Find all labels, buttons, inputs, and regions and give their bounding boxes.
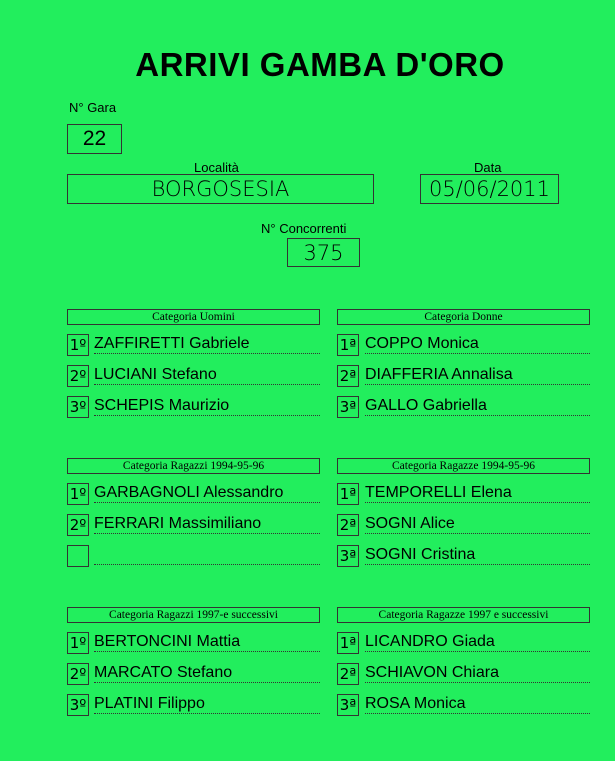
athlete-name[interactable]: GALLO Gabriella: [365, 396, 590, 416]
athlete-name[interactable]: BERTONCINI Mattia: [94, 632, 320, 652]
athlete-name[interactable]: SOGNI Cristina: [365, 545, 590, 565]
localita-field[interactable]: [67, 174, 374, 204]
category-header-donne: Categoria Donne: [337, 309, 590, 325]
athlete-name[interactable]: ZAFFIRETTI Gabriele: [94, 334, 320, 354]
place-box: [67, 545, 89, 567]
place-box: 1ª: [337, 483, 359, 505]
place-box: 2ª: [337, 365, 359, 387]
place-box: 2º: [67, 365, 89, 387]
place-box: 1ª: [337, 334, 359, 356]
page-title: ARRIVI GAMBA D'ORO: [135, 46, 505, 83]
localita-label: Località: [194, 160, 239, 175]
category-header-uomini: Categoria Uomini: [67, 309, 320, 325]
place-box: 2ª: [337, 514, 359, 536]
athlete-name[interactable]: GARBAGNOLI Alessandro: [94, 483, 320, 503]
athlete-name[interactable]: [94, 545, 320, 565]
athlete-name[interactable]: FERRARI Massimiliano: [94, 514, 320, 534]
data-value: 05/06/2011: [428, 177, 551, 201]
gara-field[interactable]: [67, 124, 122, 154]
place-box: 1º: [67, 632, 89, 654]
localita-value: BORGOSESIA: [151, 177, 290, 201]
athlete-name[interactable]: TEMPORELLI Elena: [365, 483, 590, 503]
category-header-ragazze-1997: Categoria Ragazze 1997 e successivi: [337, 607, 590, 623]
athlete-name[interactable]: ROSA Monica: [365, 694, 590, 714]
place-box: 3ª: [337, 694, 359, 716]
concorrenti-label: N° Concorrenti: [261, 221, 347, 236]
athlete-name[interactable]: LICANDRO Giada: [365, 632, 590, 652]
category-header-ragazzi-1997: Categoria Ragazzi 1997-e successivi: [67, 607, 320, 623]
place-box: 3º: [67, 694, 89, 716]
athlete-name[interactable]: COPPO Monica: [365, 334, 590, 354]
athlete-name[interactable]: SCHEPIS Maurizio: [94, 396, 320, 416]
concorrenti-field[interactable]: [287, 238, 360, 267]
gara-value: 22: [82, 127, 107, 150]
category-header-ragazze-1994: Categoria Ragazze 1994-95-96: [337, 458, 590, 474]
place-box: 3º: [67, 396, 89, 418]
athlete-name[interactable]: SCHIAVON Chiara: [365, 663, 590, 683]
athlete-name[interactable]: MARCATO Stefano: [94, 663, 320, 683]
place-box: 2º: [67, 514, 89, 536]
place-box: 3ª: [337, 396, 359, 418]
data-field[interactable]: [420, 174, 559, 204]
place-box: 1º: [67, 334, 89, 356]
category-header-ragazzi-1994: Categoria Ragazzi 1994-95-96: [67, 458, 320, 474]
athlete-name[interactable]: PLATINI Filippo: [94, 694, 320, 714]
athlete-name[interactable]: LUCIANI Stefano: [94, 365, 320, 385]
concorrenti-value: 375: [303, 241, 344, 265]
place-box: 2ª: [337, 663, 359, 685]
place-box: 2º: [67, 663, 89, 685]
place-box: 3ª: [337, 545, 359, 567]
place-box: 1º: [67, 483, 89, 505]
athlete-name[interactable]: DIAFFERIA Annalisa: [365, 365, 590, 385]
athlete-name[interactable]: SOGNI Alice: [365, 514, 590, 534]
place-box: 1ª: [337, 632, 359, 654]
gara-label: N° Gara: [69, 100, 117, 115]
data-label: Data: [474, 160, 502, 175]
